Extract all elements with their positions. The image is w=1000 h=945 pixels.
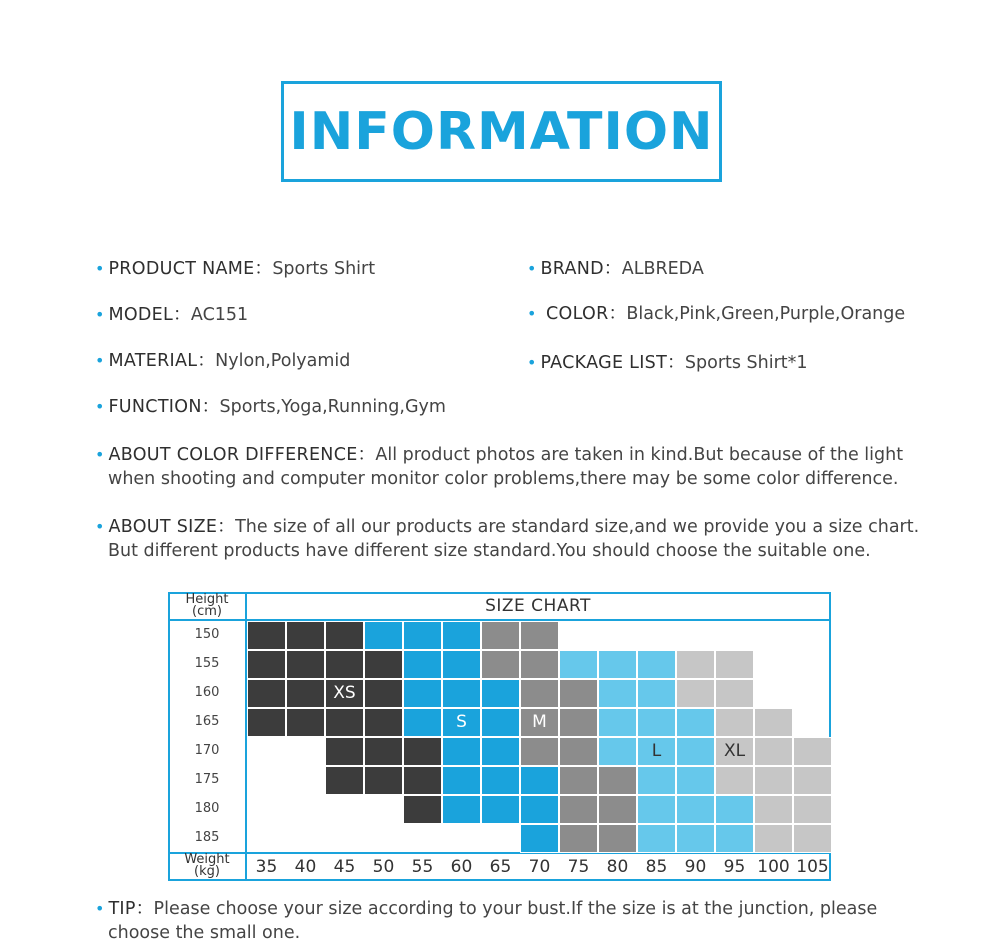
size-label-l: L [651, 741, 662, 761]
size-cell-xs [325, 737, 364, 766]
size-cell-l [637, 679, 676, 708]
info-label: BRAND： [540, 259, 622, 279]
size-cell-xs [403, 795, 442, 824]
paragraph-color-difference [95, 443, 903, 491]
info-value: ALBREDA [621, 259, 704, 279]
info-label: MATERIAL： [108, 351, 216, 371]
weight-tick-label: 70 [528, 857, 551, 877]
size-cell-s [403, 621, 442, 650]
size-cell-l [598, 679, 637, 708]
size-cell-xl [754, 737, 793, 766]
size-cell-xl [715, 766, 754, 795]
weight-tick-label: 40 [294, 857, 317, 877]
size-cell-l [637, 795, 676, 824]
info-item-material [95, 349, 350, 373]
bullet-icon: • [527, 259, 537, 278]
paragraph-line: Please choose your size according to your bust.If the size is at the junction, please [153, 899, 878, 919]
size-cell-s [520, 766, 559, 795]
size-cell-l [676, 737, 715, 766]
size-cell-xs [364, 650, 403, 679]
weight-tick-label: 45 [333, 857, 356, 877]
info-item-model [95, 303, 248, 327]
size-cell-m [520, 679, 559, 708]
size-cell-xs [325, 650, 364, 679]
height-tick-label: 150 [194, 627, 220, 642]
paragraph-line: when shooting and computer monitor color problems,there may be some color difference. [108, 469, 899, 489]
size-cell-l [676, 766, 715, 795]
size-cell-l [559, 650, 598, 679]
info-value: Sports Shirt [272, 259, 376, 279]
size-cell-l [598, 650, 637, 679]
size-cell-xl [754, 766, 793, 795]
size-label-m: M [532, 712, 547, 732]
paragraph-line: But different products have different size standard.You should choose the suitable one. [108, 541, 871, 561]
size-cell-xl [793, 824, 832, 853]
weight-axis-label-line: Weight [184, 852, 230, 867]
size-cell-s [481, 679, 520, 708]
size-cell-s [442, 650, 481, 679]
paragraph-label: ABOUT SIZE： [108, 517, 236, 537]
size-cell-m [559, 766, 598, 795]
size-cell-m [481, 621, 520, 650]
weight-tick-label: 105 [796, 857, 829, 877]
size-cell-l [715, 824, 754, 853]
bullet-icon: • [527, 353, 537, 372]
size-cell-m [520, 621, 559, 650]
info-item-color [527, 302, 905, 326]
page-title: INFORMATION [289, 101, 714, 162]
size-cell-m [520, 650, 559, 679]
paragraph-label: TIP： [108, 899, 154, 919]
size-cell-m [481, 650, 520, 679]
size-cell-s [364, 621, 403, 650]
size-cell-xl [793, 766, 832, 795]
bullet-icon: • [95, 351, 105, 370]
size-cell-l [715, 795, 754, 824]
weight-tick-label: 100 [757, 857, 790, 877]
size-cell-s [403, 708, 442, 737]
size-cell-l [676, 708, 715, 737]
bullet-icon: • [95, 445, 105, 464]
bullet-icon: • [95, 397, 105, 416]
height-axis-unit-line: (cm) [192, 604, 222, 619]
size-cell-l [676, 795, 715, 824]
bullet-icon: • [95, 517, 105, 536]
size-cell-xl [793, 795, 832, 824]
paragraph-line: choose the small one. [108, 923, 301, 943]
size-cell-s [520, 795, 559, 824]
size-cell-s [481, 795, 520, 824]
bullet-icon: • [95, 305, 105, 324]
size-cell-xl [715, 650, 754, 679]
size-cell-xs [286, 679, 325, 708]
paragraph-line: All product photos are taken in kind.But because of the light [375, 445, 904, 465]
size-cell-m [559, 708, 598, 737]
info-item-brand [527, 257, 704, 281]
bullet-icon: • [527, 304, 537, 323]
size-cell-s [442, 737, 481, 766]
size-cell-m [559, 795, 598, 824]
size-cell-xl [676, 679, 715, 708]
size-cell-m [520, 737, 559, 766]
size-cell-xs [364, 766, 403, 795]
size-cell-s [520, 824, 559, 853]
chart-height-axis-cell [168, 619, 247, 854]
size-cell-s [481, 737, 520, 766]
paragraph-tip [95, 897, 877, 945]
size-cell-m [598, 766, 637, 795]
info-value: Sports Shirt*1 [684, 353, 808, 373]
size-cell-l [637, 766, 676, 795]
size-label-xs: XS [333, 683, 356, 703]
height-tick-label: 165 [194, 714, 220, 729]
height-tick-label: 175 [194, 772, 220, 787]
bullet-icon: • [95, 899, 105, 918]
size-cell-xs [403, 766, 442, 795]
height-tick-label: 180 [194, 801, 220, 816]
weight-tick-label: 50 [372, 857, 395, 877]
size-cell-xl [793, 737, 832, 766]
size-cell-s [403, 650, 442, 679]
weight-tick-label: 55 [411, 857, 434, 877]
title-box [281, 81, 722, 182]
height-tick-label: 185 [194, 830, 220, 845]
size-cell-m [598, 824, 637, 853]
size-cell-s [442, 621, 481, 650]
info-item-package-list [527, 351, 808, 375]
size-cell-l [676, 824, 715, 853]
weight-axis-label [168, 854, 246, 878]
info-value: Sports,Yoga,Running,Gym [219, 397, 446, 417]
size-cell-s [442, 795, 481, 824]
size-label-xl: XL [723, 741, 746, 761]
info-label: PACKAGE LIST： [540, 353, 685, 373]
paragraph-line: The size of all our products are standard size,and we provide you a size chart. [235, 517, 920, 537]
size-cell-l [637, 650, 676, 679]
size-cell-xs [325, 766, 364, 795]
info-label: FUNCTION： [108, 397, 220, 417]
weight-tick-label: 80 [606, 857, 629, 877]
weight-tick-label: 75 [567, 857, 590, 877]
info-label: COLOR： [546, 304, 627, 324]
size-cell-m [559, 679, 598, 708]
size-cell-l [637, 824, 676, 853]
height-axis-label [168, 594, 246, 618]
size-cell-xs [247, 679, 286, 708]
size-cell-s [481, 708, 520, 737]
size-cell-xl [754, 795, 793, 824]
size-cell-xl [754, 824, 793, 853]
height-tick-label: 155 [194, 656, 220, 671]
size-cell-xs [325, 708, 364, 737]
weight-axis-unit-line: (kg) [194, 864, 220, 879]
size-cell-s [403, 679, 442, 708]
weight-tick-label: 35 [255, 857, 278, 877]
height-axis-label-line: Height [185, 592, 229, 607]
info-label: MODEL： [108, 305, 191, 325]
size-cell-xs [364, 737, 403, 766]
info-value: AC151 [190, 305, 249, 325]
info-value: Nylon,Polyamid [215, 351, 351, 371]
size-cell-xl [715, 679, 754, 708]
weight-tick-label: 65 [489, 857, 512, 877]
info-item-function [95, 395, 446, 419]
size-cell-s [481, 766, 520, 795]
paragraph-about-size [95, 515, 919, 563]
size-cell-s [442, 766, 481, 795]
info-item-product-name [95, 257, 375, 281]
size-cell-l [598, 737, 637, 766]
size-chart [168, 592, 831, 881]
info-value: Black,Pink,Green,Purple,Orange [626, 304, 906, 324]
size-cell-xs [403, 737, 442, 766]
weight-tick-label: 85 [645, 857, 668, 877]
size-cell-xl [676, 650, 715, 679]
bullet-icon: • [95, 259, 105, 278]
size-cell-xs [247, 650, 286, 679]
size-cell-m [559, 824, 598, 853]
size-cell-xs [247, 708, 286, 737]
weight-tick-label: 90 [684, 857, 707, 877]
size-cell-xs [286, 708, 325, 737]
size-cell-m [598, 795, 637, 824]
size-cell-xs [286, 621, 325, 650]
size-cell-l [598, 708, 637, 737]
size-cell-xl [715, 708, 754, 737]
chart-title: SIZE CHART [485, 596, 591, 616]
height-tick-label: 160 [194, 685, 220, 700]
size-cell-xs [364, 679, 403, 708]
size-cell-xs [286, 650, 325, 679]
height-tick-label: 170 [194, 743, 220, 758]
size-cell-m [559, 737, 598, 766]
weight-tick-label: 95 [723, 857, 746, 877]
weight-tick-label: 60 [450, 857, 473, 877]
size-cell-xs [364, 708, 403, 737]
size-cell-l [637, 708, 676, 737]
paragraph-label: ABOUT COLOR DIFFERENCE： [108, 445, 376, 465]
size-cell-xs [325, 621, 364, 650]
size-label-s: S [456, 712, 467, 732]
size-cell-xl [754, 708, 793, 737]
info-label: PRODUCT NAME： [108, 259, 273, 279]
size-cell-s [442, 679, 481, 708]
size-cell-xs [247, 621, 286, 650]
